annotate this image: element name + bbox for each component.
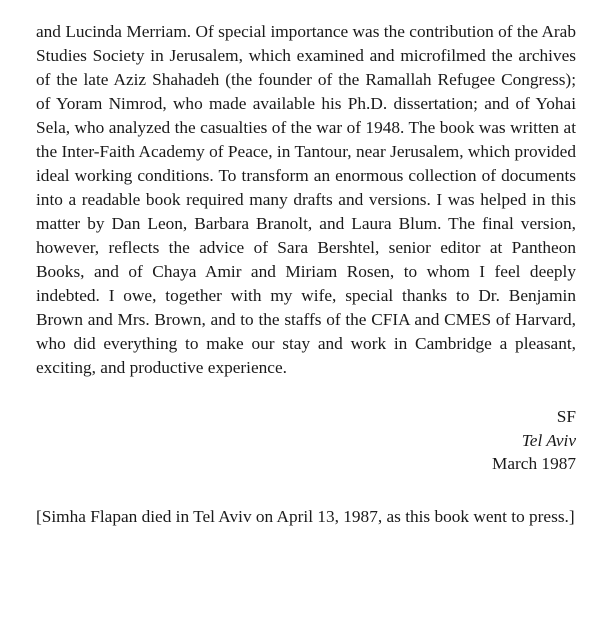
signature-initials: SF (556, 407, 576, 426)
signature-date: March 1987 (492, 454, 576, 473)
page (36, 20, 576, 545)
acknowledgments-paragraph: and Lucinda Merriam. Of special importance was the contribution of the Arab Studies Society in Jerusalem, which examined and microfilmed the archives of the late Aziz Shahadeh (the founder of the Ramallah Refugee Congress); of Yoram Nimrod, who made available his Ph.D. dissertation; and of Yohai Sela, who analyzed the casualties of the war of 1948. The book was written at the Inter-Faith Academy of Peace, in Tantour, near Jerusalem, which provided ideal working conditions. To transform an enormous collection of documents into a readable book required many drafts and versions. I was helped in this matter by Dan Leon, Barbara Branolt, and Laura Blum. The final version, however, reflects the advice of Sara Bershtel, senior editor at Pantheon Books, and of Chaya Amir and Miriam Rosen, to whom I feel deeply indebted. I owe, together with my wife, special thanks to Dr. Benjamin Brown and Mrs. Brown, and to the staffs of the CFIA and CMES of Harvard, who did everything to make our stay and work in Cambridge a pleasant, exciting, and productive experience. (36, 22, 576, 377)
signature-place: Tel Aviv (521, 430, 576, 450)
signature-block (36, 405, 576, 476)
author-death-note: [Simha Flapan died in Tel Aviv on April 13, 1987, as this book went to press.] (36, 506, 575, 526)
